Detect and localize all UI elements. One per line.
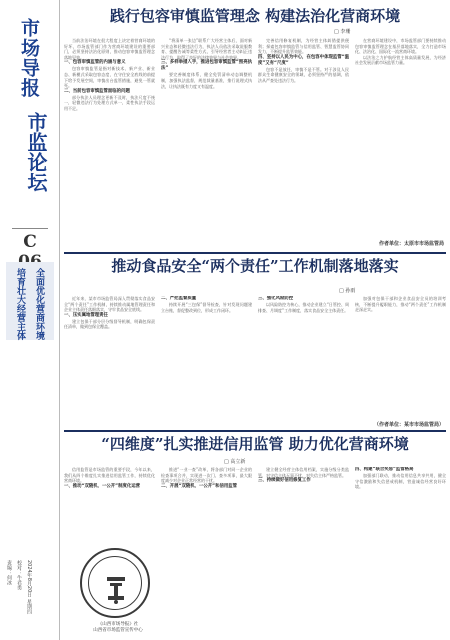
editor-info xyxy=(3,560,57,636)
article-1-paragraph: 完善信用修复机制，为经营主体纠错提供便利；探索包容审慎监管与信用监管、智慧监管协同发力，不断提升监管效能。 xyxy=(258,38,349,55)
article-1-headline: 践行包容审慎监管理念 构建法治化营商环境 xyxy=(109,7,401,25)
article-1-paragraph: 包容审慎监管是指对新技术、新产业、新业态、新模式采取包容态度，在守住安全底线的前提下给予发展空间，审慎出台监管措施，避免一管就死。 xyxy=(64,66,155,89)
article-3-headline: “四维度”扎实推进信用监管 助力优化营商环境 xyxy=(101,435,409,453)
article-3-paragraph: 建立健全经营主体信用档案，实施分级分类监管，对守信主体无事不扰，对失信主体严格监管。 xyxy=(258,467,349,478)
page-section: C xyxy=(23,232,37,252)
slogan-line-2: 培育壮大经营主体 xyxy=(15,268,25,340)
editor-line-2: 校对：牛君勇 xyxy=(16,560,22,590)
article-2-subhead-2: 二、严把监督质量 xyxy=(161,296,197,301)
masthead-title: 市场导报 xyxy=(18,18,40,98)
article-3-column-3 xyxy=(258,467,349,635)
article-3-subhead-4: 四、构建“联合奖惩”监管格局 xyxy=(355,467,414,472)
article-1-column-3 xyxy=(258,38,349,248)
article-2-headline: 推动食品安全“两个责任”工作机制落地落实 xyxy=(111,257,399,275)
publisher-logo-block xyxy=(60,548,176,634)
editor-line-3: 2024年8月20日 星期四 xyxy=(26,560,32,614)
article-3-subhead-3: 三、持续做好信用修复工作 xyxy=(258,478,311,484)
section-divider xyxy=(64,430,446,432)
editor-line-1: 责编：何冰 xyxy=(6,560,12,585)
slogan-line-1: 全面优化营商环境 xyxy=(34,268,44,340)
article-2-paragraph: 近年来，某市市场监管局深入贯彻落实食品安全“两个责任”工作机制，持续推动属地管理责任和企业主体责任落细落实，守牢食品安全底线。 xyxy=(64,296,155,313)
article-1-subhead-4: 四、坚持以人民为中心，在包容中体现监管“温度”又有“尺度” xyxy=(258,54,349,66)
article-1-body xyxy=(64,38,446,248)
article-1-paragraph: “将清单一张边”联系广大经营主体后，面对新兴业态和轻微违法行为，执法人员依法采取说服教育、提醒告诫等柔性方式，引导经营者主动纠正违法行为，取得了良好的法律效果与社会效果。 xyxy=(161,38,252,60)
article-2-author: （作者单位：某市市场监管局） xyxy=(373,422,444,428)
slogan-box xyxy=(6,262,54,340)
article-3-paragraph: 信用监管是市场监管的重要手段，今年以来，我们从四个维度扎实推进信用监管工作，持续优化营商环境。 xyxy=(64,467,155,484)
article-3-paragraph: 推进“一业一查”改革，将各部门对同一企业的检查事项合并，实现进一次门、查多项事，最大限度减少对企业正常经营的干扰。 xyxy=(161,467,252,484)
article-2-paragraph: 以风险防控为核心，推动企业建立“日管控、周排查、月调度”工作制度，落实食品安全主体责任。 xyxy=(258,302,349,313)
article-1-paragraph: 部分执法人员理念更新不及时，执法尺度不统一，轻微违法行为处理方式单一，柔性执法手段运用不足。 xyxy=(64,94,155,111)
article-1-subhead-2: 二、当前包容审慎监管面临的问题 xyxy=(64,88,130,94)
article-1-column-1 xyxy=(64,38,155,248)
article-3-subhead-2: 二、开展“双随机、一公开”和信用监管 xyxy=(161,483,238,489)
article-1-column-2 xyxy=(161,38,252,248)
section-divider xyxy=(64,252,446,254)
article-2-paragraph: 建立包保干部分层分级督导机制，明确包保责任清单，做到包保全覆盖。 xyxy=(64,318,155,330)
article-2-byline: □ 孙雨 xyxy=(339,288,356,294)
article-3-column-4 xyxy=(355,467,446,635)
article-2-paragraph: 持续开展“三包保”督导检查，针对发现问题建立台账，督促整改到位，形成工作闭环。 xyxy=(161,302,252,313)
article-2-subhead-3: 三、强化风险防控 xyxy=(258,296,294,301)
article-3-paragraph: 加强部门联动，推动信用信息共享共用，健全守信激励和失信惩戒机制，营造诚信经营良好环境。 xyxy=(355,473,446,490)
article-1-column-4 xyxy=(355,38,446,248)
article-3-byline: □ 高立新 xyxy=(224,459,246,465)
article-2-paragraph: 加强对包保干部和企业食品安全员的培训考核，不断提升履职能力，推动“两个责任”工作机制走深走实。 xyxy=(355,296,446,313)
article-3-subhead-1: 一、推动“双随机、一公开”制度化运营 xyxy=(64,483,141,489)
publisher-logo xyxy=(80,548,150,618)
article-1-byline: □ 李珊 xyxy=(334,29,351,35)
article-1-paragraph: 以法治之力护航经营主体高质量发展，为经济社会发展贡献市场监管力量。 xyxy=(355,54,446,66)
article-2-column-3 xyxy=(258,296,349,444)
article-1-paragraph: 包容不是放任，审慎不是不管。对于涉及人民群众生命健康安全的领域，必须坚持严的基调，依法从严查处违法行为。 xyxy=(258,66,349,83)
article-1-subhead-1: 一、包容审慎监管的内涵与意义 xyxy=(64,60,126,66)
article-1-paragraph: 在营商环境建设中，市场监管部门要持续推动包容审慎监管理念在基层落地落实，全力打造市场化、法治化、国际化一流营商环境。 xyxy=(355,38,446,55)
article-1-subhead-3: 三、多样举措入手，推进包容审慎监管“照亮执法” xyxy=(161,60,252,72)
article-2-column-1 xyxy=(64,296,155,444)
logo-caption-line-2: 山西省市场监管宣传中心 xyxy=(93,628,143,633)
sidebar xyxy=(0,0,60,640)
logo-caption xyxy=(60,622,176,634)
logo-caption-line-1: 《山西市场导报》社 xyxy=(97,622,139,627)
article-2-subhead-1: 一、压实属地管理责任 xyxy=(64,312,108,318)
article-1-author: 作者单位：太原市市场监管局 xyxy=(378,241,444,247)
article-1-lead: 当前法治环境在很大程度上决定着营商环境的好坏，市场监管部门作为营商环境建设的重要部门，必须坚持法治化原则，推动包容审慎监管理念落地见效。 xyxy=(64,38,155,60)
logo-ring xyxy=(88,556,142,610)
article-2-column-2 xyxy=(161,296,252,444)
article-1-paragraph: 要完善制度体系，健全免罚清单动态调整机制，加强执法监督，规范裁量基准，推行说理式执法，让执法既有力度又有温度。 xyxy=(161,72,252,89)
main-content xyxy=(64,0,446,640)
column-title: 市监论坛 xyxy=(24,112,48,192)
logo-emblem-icon xyxy=(105,575,127,605)
masthead xyxy=(4,8,54,108)
